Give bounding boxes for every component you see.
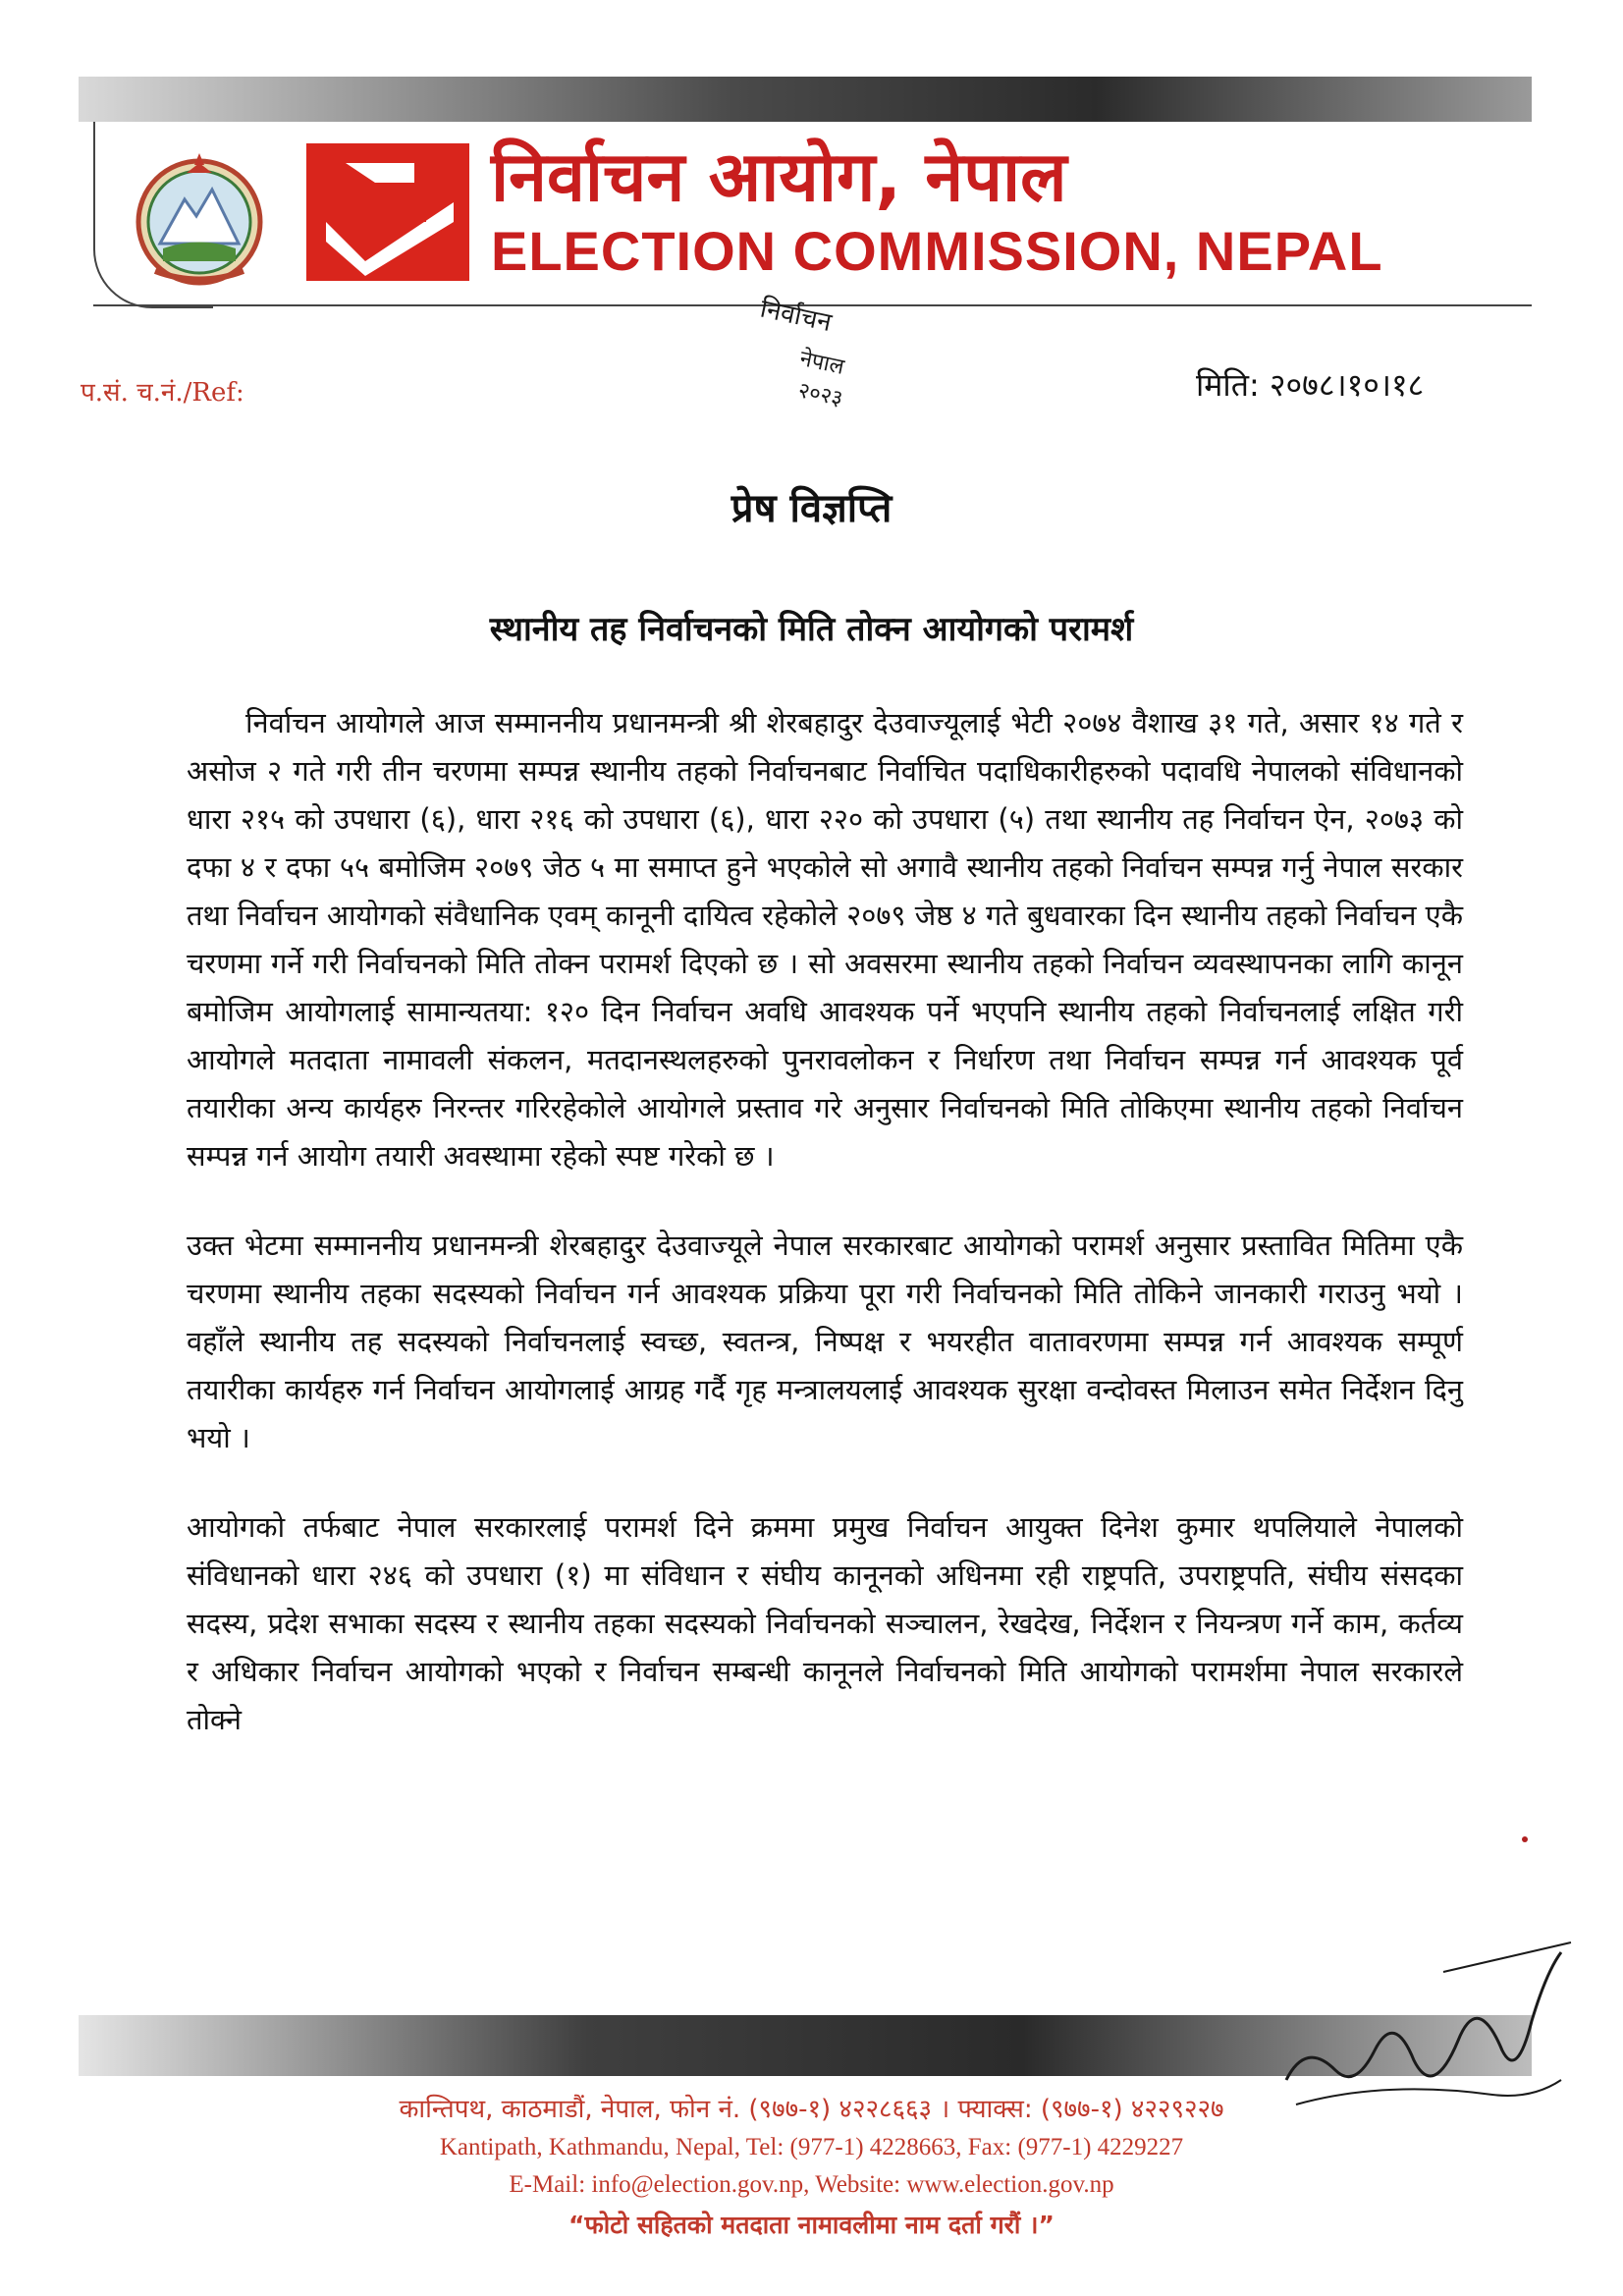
footer-address-english: Kantipath, Kathmandu, Nepal, Tel: (977-1) 4228663, Fax: (977-1) 4229227 <box>439 2134 1184 2160</box>
handwritten-signature <box>1267 1933 1581 2119</box>
footer-address-nepali: कान्तिपथ, काठमाडौं, नेपाल, फोन नं. (९७७-१) ४२२८६६३ । फ्याक्स: (९७७-१) ४२२९२२७ <box>399 2095 1224 2124</box>
reference-label: प.सं. च.नं./Ref: <box>81 378 244 408</box>
body-paragraph-3: आयोगको तर्फबाट नेपाल सरकारलाई परामर्श दिने क्रममा प्रमुख निर्वाचन आयुक्त दिनेश कुमार थपलियाले नेपालको संविधानको धारा २४६ को उपधारा (१) मा संविधान र संघीय कानूनको अधिनमा रही राष्ट्रपति, उपराष्ट्रपति, संघीय संसदका सदस्य, प्रदेश सभाका सदस्य र स्थानीय तहका सदस्यको निर्वाचनको सञ्चालन, रेखदेख, निर्देशन र नियन्त्रण गर्ने काम, कर्तव्य र अधिकार निर्वाचन आयोगको भएको र निर्वाचन सम्बन्धी कानूनले निर्वाचनको मिति आयोगको परामर्शमा नेपाल सरकारले तोक्ने <box>187 1510 1463 1736</box>
ballot-box-logo-icon <box>306 143 469 281</box>
nepal-emblem-icon <box>126 145 273 293</box>
commission-title-english: ELECTION COMMISSION, NEPAL <box>491 220 1383 282</box>
footer-contact: E-Mail: info@election.gov.np, Website: www.election.gov.np <box>509 2171 1114 2198</box>
stamp-text-1: निर्वाचन <box>757 294 835 339</box>
commission-title-nepali: निर्वाचन आयोग, नेपाल <box>491 137 1067 217</box>
header-band <box>79 77 1532 122</box>
body-paragraph-1: निर्वाचन आयोगले आज सम्माननीय प्रधानमन्त्री श्री शेरबहादुर देउवाज्यूलाई भेटी २०७४ वैशाख ३१ गते, असार १४ गते र असोज २ गते गरी तीन चरणमा सम्पन्न स्थानीय तहको निर्वाचनबाट निर्वाचित पदाधिकारीहरुको पदावधि नेपालको संविधानको धारा २१५ को उपधारा (६), धारा २१६ को उपधारा (६), धारा २२० को उपधारा (५) तथा स्थानीय तह निर्वाचन ऐन, २०७३ को दफा ४ र दफा ५५ बमोजिम २०७९ जेठ ५ मा समाप्त हुने भएकोले सो अगावै स्थानीय तहको निर्वाचन सम्पन्न गर्नु नेपाल सरकार तथा निर्वाचन आयोगको संवैधानिक एवम् कानूनी दायित्व रहेकोले २०७९ जेष्ठ ४ गते बुधवारका दिन स्थानीय तहको निर्वाचन एकै चरणमा गर्ने गरी निर्वाचनको मिति तोक्न परामर्श दिएको छ । सो अवसरमा स्थानीय तहको निर्वाचन व्यवस्थापनका लागि कानून बमोजिम आयोगलाई सामान्यतया: १२० दिन निर्वाचन अवधि आवश्यक पर्ने भएपनि स्थानीय तहको निर्वाचनलाई लक्षित गरी आयोगले मतदाता नामावली संकलन, मतदानस्थलहरुको पुनरावलोकन र निर्धारण तथा निर्वाचन सम्पन्न गर्न आवश्यक पूर्व तयारीका अन्य कार्यहरु निरन्तर गरिरहेकोले आयोगले प्रस्ताव गरे अनुसार निर्वाचनको मिति तोकिएमा स्थानीय तहको निर्वाचन सम्पन्न गर्न आयोग तयारी अवस्थामा रहेको स्पष्ट गरेको छ । <box>187 706 1463 1173</box>
office-stamp <box>731 293 928 430</box>
stamp-text-3: २०२३ <box>795 378 845 412</box>
body-paragraph-2: उक्त भेटमा सम्माननीय प्रधानमन्त्री शेरबहादुर देउवाज्यूले नेपाल सरकारबाट आयोगको परामर्श अनुसार प्रस्तावित मितिमा एकै चरणमा स्थानीय तहका सदस्यको निर्वाचन गर्न आवश्यक प्रक्रिया पूरा गरी निर्वाचनको मिति तोकिने जानकारी गराउनु भयो । वहाँले स्थानीय तह सदस्यको निर्वाचनलाई स्वच्छ, स्वतन्त्र, निष्पक्ष र भयरहीत वातावरणमा सम्पन्न गर्न आवश्यक सम्पूर्ण तयारीका कार्यहरु गर्न निर्वाचन आयोगलाई आग्रह गर्दै गृह मन्त्रालयलाई आवश्यक सुरक्षा वन्दोवस्त मिलाउन समेत निर्देशन दिनु भयो । <box>187 1229 1463 1454</box>
document-subtitle: स्थानीय तह निर्वाचनको मिति तोक्न आयोगको परामर्श <box>489 610 1134 649</box>
stamp-text-2: नेपाल <box>797 346 846 380</box>
footer-slogan: “फोटो सहितको मतदाता नामावलीमा नाम दर्ता गरौं ।” <box>568 2211 1055 2239</box>
document-body <box>187 699 1463 1785</box>
date-field: मिति: २०७८।१०।१८ <box>1196 366 1425 404</box>
document-title: प्रेष विज्ञप्ति <box>730 486 893 531</box>
ink-mark <box>1522 1836 1528 1842</box>
